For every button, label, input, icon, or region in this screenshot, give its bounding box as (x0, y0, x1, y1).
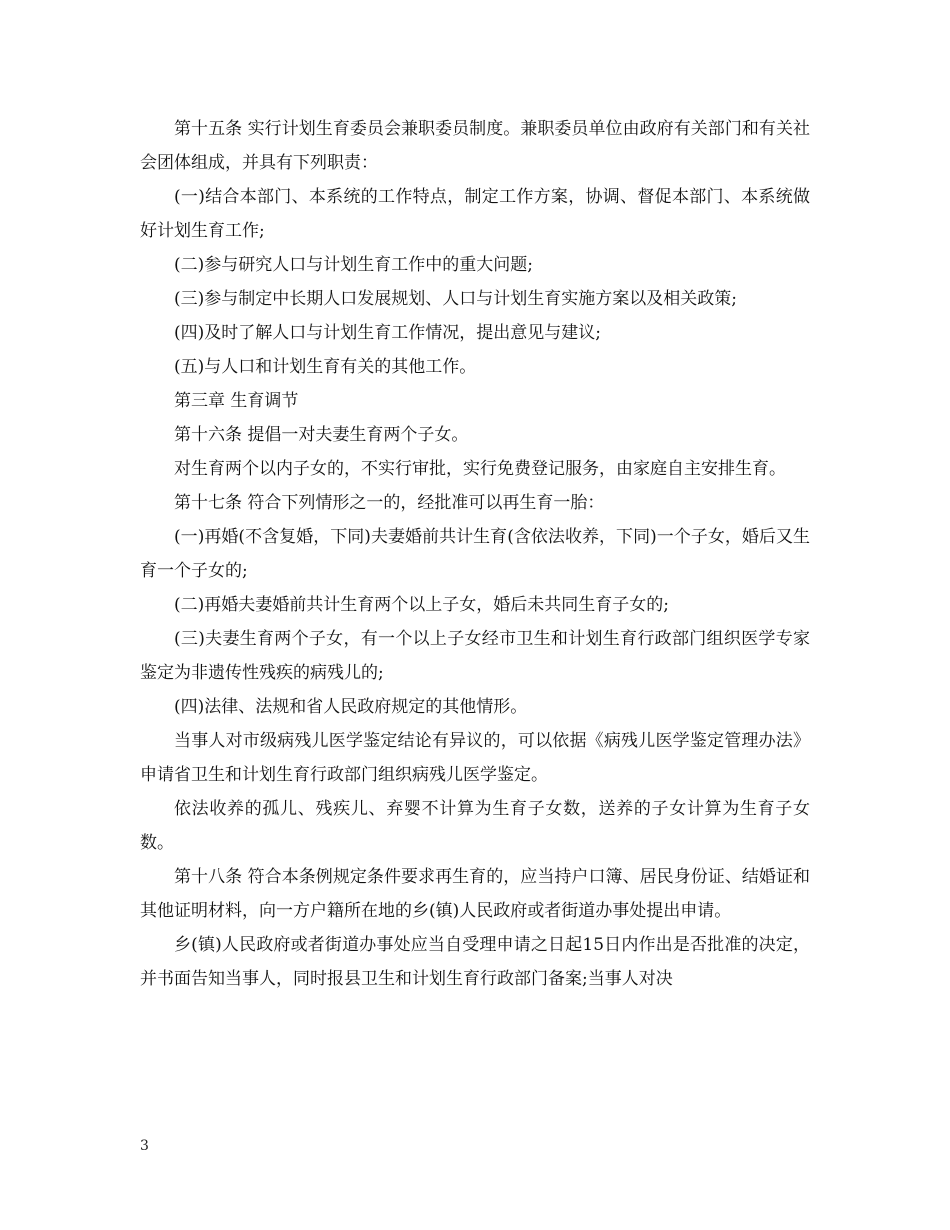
article-17-appeal-paragraph: 当事人对市级病残儿医学鉴定结论有异议的，可以依据《病残儿医学鉴定管理办法》申请省卫生和计划生育行政部门组织病残儿医学鉴定。 (140, 731, 810, 785)
article-18-paragraph: 乡(镇)人民政府或者街道办事处应当自受理申请之日起15日内作出是否批准的决定，并书面告知当事人，同时报县卫生和计划生育行政部门备案;当事人对决 (140, 935, 810, 989)
article-15-item-3: (三)参与制定中长期人口发展规划、人口与计划生育实施方案以及相关政策; (174, 289, 737, 309)
body-text (140, 112, 810, 996)
article-17-item-4: (四)法律、法规和省人民政府规定的其他情形。 (174, 697, 528, 717)
article-15-item-1: (一)结合本部门、本系统的工作特点，制定工作方案，协调、督促本部门、本系统做好计划生育工作; (140, 187, 810, 241)
chapter-3-title: 第三章 生育调节 (174, 391, 299, 411)
article-17-item-3: (三)夫妻生育两个子女，有一个以上子女经市卫生和计划生育行政部门组织医学专家鉴定为非遗传性残疾的病残儿的; (140, 629, 810, 683)
article-17-adoption-paragraph: 依法收养的孤儿、残疾儿、弃婴不计算为生育子女数，送养的子女计算为生育子女数。 (140, 799, 810, 853)
article-16-heading: 第十六条 提倡一对夫妻生育两个子女。 (174, 425, 469, 445)
article-15-heading: 第十五条 实行计划生育委员会兼职委员制度。兼职委员单位由政府有关部门和有关社会团体组成，并具有下列职责： (140, 119, 810, 173)
article-15-item-2: (二)参与研究人口与计划生育工作中的重大问题; (174, 255, 533, 275)
article-18-heading: 第十八条 符合本条例规定条件要求再生育的，应当持户口簿、居民身份证、结婚证和其他证明材料，向一方户籍所在地的乡(镇)人民政府或者街道办事处提出申请。 (140, 867, 810, 921)
article-15-item-5: (五)与人口和计划生育有关的其他工作。 (174, 357, 477, 377)
article-17-item-1: (一)再婚(不含复婚，下同)夫妻婚前共计生育(含依法收养，下同)一个子女，婚后又生育一个子女的; (140, 527, 810, 581)
article-17-heading: 第十七条 符合下列情形之一的，经批准可以再生育一胎： (174, 493, 605, 513)
page-number: 3 (140, 1138, 149, 1154)
article-16-paragraph: 对生育两个以内子女的，不实行审批，实行免费登记服务，由家庭自主安排生育。 (174, 459, 786, 479)
article-15-item-4: (四)及时了解人口与计划生育工作情况，提出意见与建议; (174, 323, 601, 343)
article-17-item-2: (二)再婚夫妻婚前共计生育两个以上子女，婚后未共同生育子女的; (174, 595, 669, 615)
